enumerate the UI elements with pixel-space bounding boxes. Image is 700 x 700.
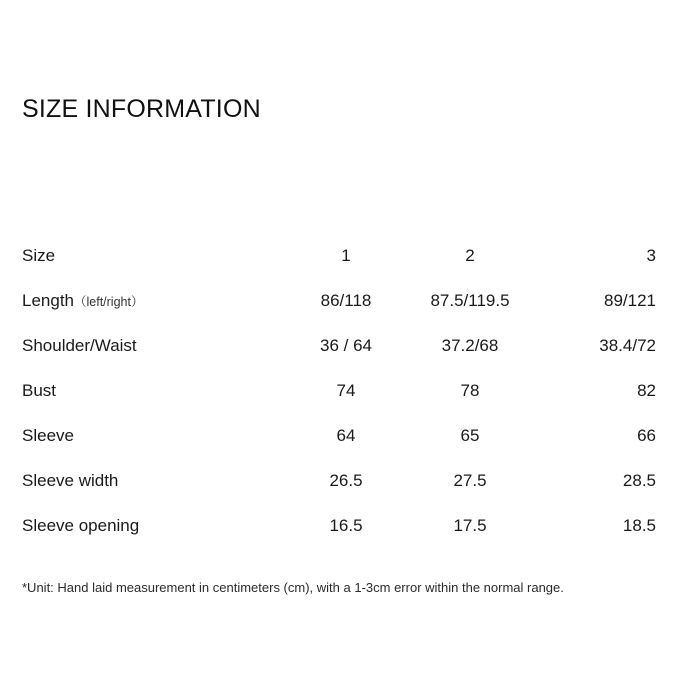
table-row [22,413,656,458]
row-value-2: 87.5/119.5 [430,290,510,310]
row-value-3: 3 [646,245,656,265]
row-label-text: Shoulder/Waist [22,335,137,355]
row-value-1: 26.5 [329,470,363,490]
row-value-1: 1 [341,245,351,265]
row-label [22,503,284,548]
row-label-text: Size [22,245,56,265]
row-value-1: 74 [336,380,356,400]
table-row [22,323,656,368]
row-label-text: Sleeve [22,425,74,445]
row-value-2: 65 [460,425,480,445]
row-label-text: Length [22,290,74,310]
measurement-footnote: *Unit: Hand laid measurement in centimeters (cm), with a 1-3cm error within the normal range. [22,580,564,595]
table-row [22,458,656,503]
row-value-3: 89/121 [604,290,656,310]
row-value-1: 36 / 64 [320,335,372,355]
row-label [22,323,284,368]
row-value-1: 64 [336,425,356,445]
row-value-1: 86/118 [320,290,372,310]
table-row [22,278,656,323]
row-label-text: Bust [22,380,57,400]
row-value-2: 2 [465,245,475,265]
row-value-2: 27.5 [453,470,487,490]
row-label [22,368,284,413]
row-label [22,458,284,503]
row-value-3: 18.5 [622,515,656,535]
row-label [22,278,284,323]
row-value-3: 66 [637,425,656,445]
table-row [22,233,656,278]
row-value-2: 78 [460,380,480,400]
row-label [22,413,284,458]
row-value-3: 82 [637,380,656,400]
row-label-sub: （left/right） [74,294,144,309]
row-label-text: Sleeve opening [22,515,140,535]
table-row [22,368,656,413]
row-value-1: 16.5 [329,515,363,535]
row-label-text: Sleeve width [22,470,119,490]
row-value-3: 28.5 [622,470,656,490]
row-label [22,233,284,278]
size-chart-table [22,233,656,548]
table-row [22,503,656,548]
row-value-2: 37.2/68 [441,335,499,355]
page-title: SIZE INFORMATION [22,95,261,123]
row-value-3: 38.4/72 [599,335,656,355]
row-value-2: 17.5 [453,515,487,535]
